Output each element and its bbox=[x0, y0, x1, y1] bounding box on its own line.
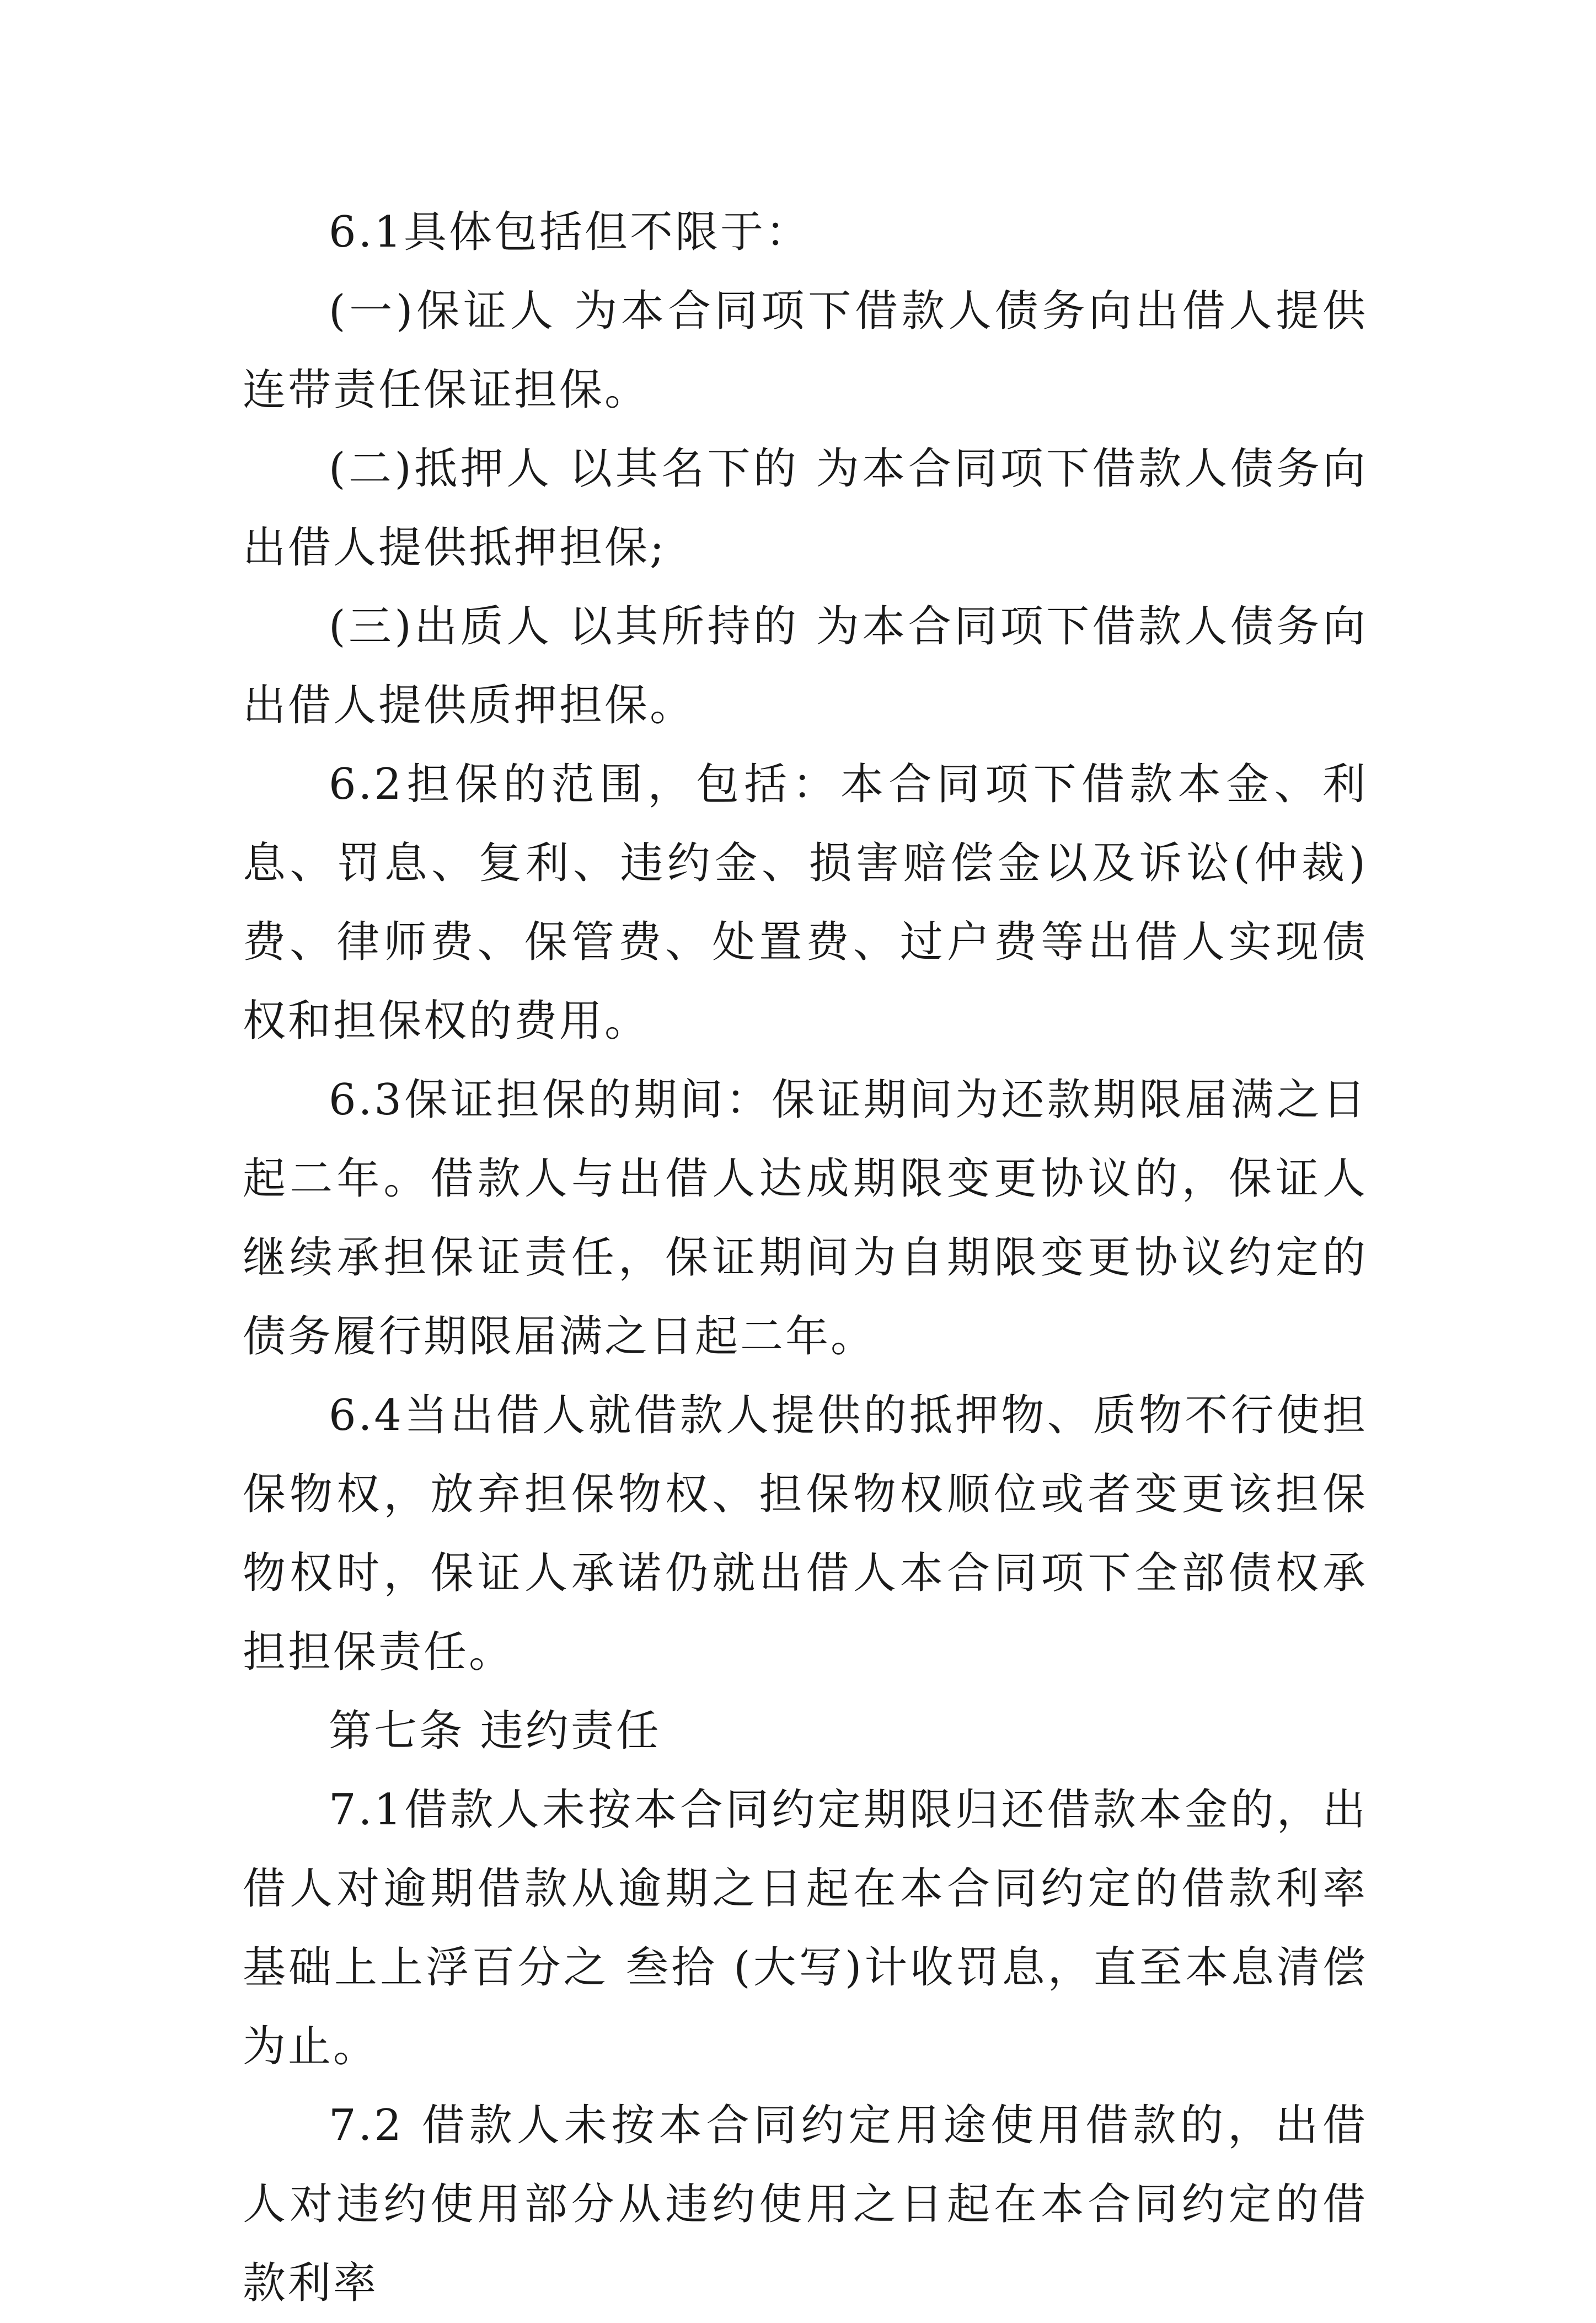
clause-7-2: 7.2 借款人未按本合同约定用途使用借款的，出借人对违约使用部分从违约使用之日起在本合同约定的借款利率 bbox=[243, 2101, 1368, 2308]
clause-6-3: 6.3保证担保的期间：保证期间为还款期限届满之日起二年。借款人与出借人达成期限变更协议的，保证人继续承担保证责任，保证期间为自期限变更协议约定的债务履行期限届满之日起二年。 bbox=[243, 1075, 1368, 1361]
clause-6-1-mortgagor: (二)抵押人 以其名下的 为本合同项下借款人债务向出借人提供抵押担保; bbox=[243, 444, 1368, 573]
article-7-heading: 第七条 违约责任 bbox=[329, 1706, 661, 1756]
clause-6-2: 6.2担保的范围，包括：本合同项下借款本金、利息、罚息、复利、违约金、损害赔偿金以及诉讼(仲裁)费、律师费、保管费、处置费、过户费等出借人实现债权和担保权的费用。 bbox=[243, 760, 1368, 1046]
document-body bbox=[243, 193, 1368, 2323]
clause-6-1-intro: 6.1具体包括但不限于： bbox=[329, 207, 811, 257]
clause-6-4: 6.4当出借人就借款人提供的抵押物、质物不行使担保物权，放弃担保物权、担保物权顺位或者变更该担保物权时，保证人承诺仍就出借人本合同项下全部债权承担担保责任。 bbox=[243, 1391, 1368, 1677]
clause-6-1-pledgor: (三)出质人 以其所持的 为本合同项下借款人债务向出借人提供质押担保。 bbox=[243, 602, 1368, 730]
clause-7-1: 7.1借款人未按本合同约定期限归还借款本金的，出借人对逾期借款从逾期之日起在本合同约定的借款利率基础上上浮百分之 叁拾 (大写)计收罚息，直至本息清偿为止。 bbox=[243, 1785, 1368, 2071]
clause-6-1-guarantor: (一)保证人 为本合同项下借款人债务向出借人提供连带责任保证担保。 bbox=[243, 286, 1368, 415]
